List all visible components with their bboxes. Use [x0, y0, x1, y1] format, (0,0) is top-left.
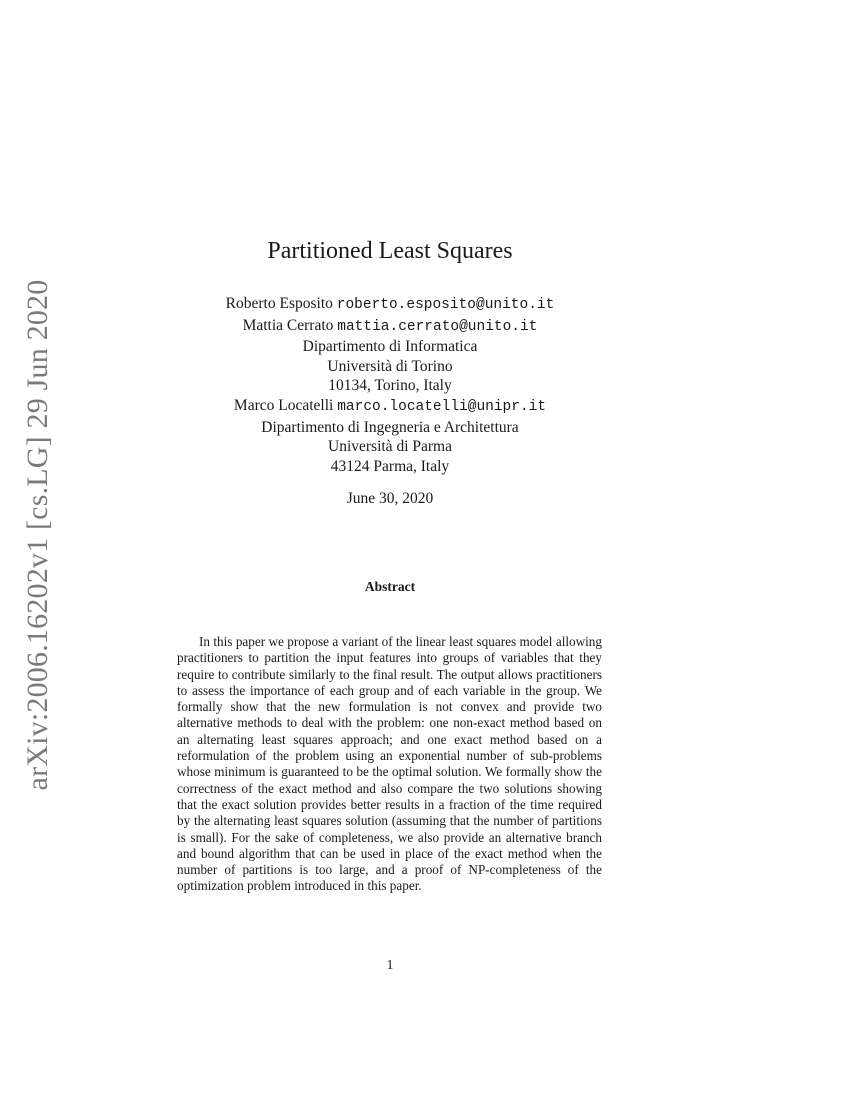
page-number: 1 [386, 957, 394, 972]
affiliation-line: Dipartimento di Ingegneria e Architettura [261, 418, 519, 436]
author-line [0, 294, 780, 316]
author-line [0, 396, 780, 418]
affiliation-line: 10134, Torino, Italy [328, 377, 452, 395]
paper-title: Partitioned Least Squares [267, 238, 513, 264]
author-block [0, 294, 780, 476]
author-name: Mattia Cerrato [242, 316, 334, 334]
affiliation-line: 43124 Parma, Italy [330, 457, 450, 475]
author-email[interactable]: roberto.esposito@unito.it [336, 297, 555, 313]
author-name: Marco Locatelli [233, 396, 334, 414]
affiliation-line: Università di Parma [328, 438, 452, 456]
author-email[interactable]: mattia.cerrato@unito.it [337, 318, 538, 335]
abstract-heading: Abstract [364, 579, 416, 594]
publication-date: June 30, 2020 [346, 490, 434, 507]
affiliation-line: Dipartimento di Informatica [302, 338, 478, 356]
affiliation-line: Università di Torino [327, 357, 453, 375]
author-line [0, 316, 780, 338]
abstract-text: In this paper we propose a variant of the linear least squares model allowing practitioners to partition the input features into groups of variables that they require to contribute similarly to the final result. The output allows practitioners to assess the importance of each group and of each variable in the group. We formally show that the new formulation is not convex and provide two alternative methods to deal with the problem: one non-exact method based on an alternating least squares approach; and one exact method based on a reformulation of the problem using an exponential number of sub-problems whose minimum is guaranteed to be the optimal solution. We formally show the correctness of the exact method and also compare the two solutions showing that the exact solution provides better results in a fraction of the time required by the alternating least squares solution (assuming that the number of partitions is small). For the sake of completeness, we also provide an alternative branch and bound algorithm that can be used in place of the exact method when the number of partitions is too large, and a proof of NP-completeness of the optimization problem introduced in this paper. [177, 634, 602, 894]
arxiv-identifier-stamp: arXiv:2006.16202v1 [cs.LG] 29 Jun 2020 [21, 279, 54, 791]
author-email[interactable]: marco.locatelli@unipr.it [337, 398, 547, 415]
author-name: Roberto Esposito [225, 295, 333, 312]
title-block [0, 238, 780, 265]
